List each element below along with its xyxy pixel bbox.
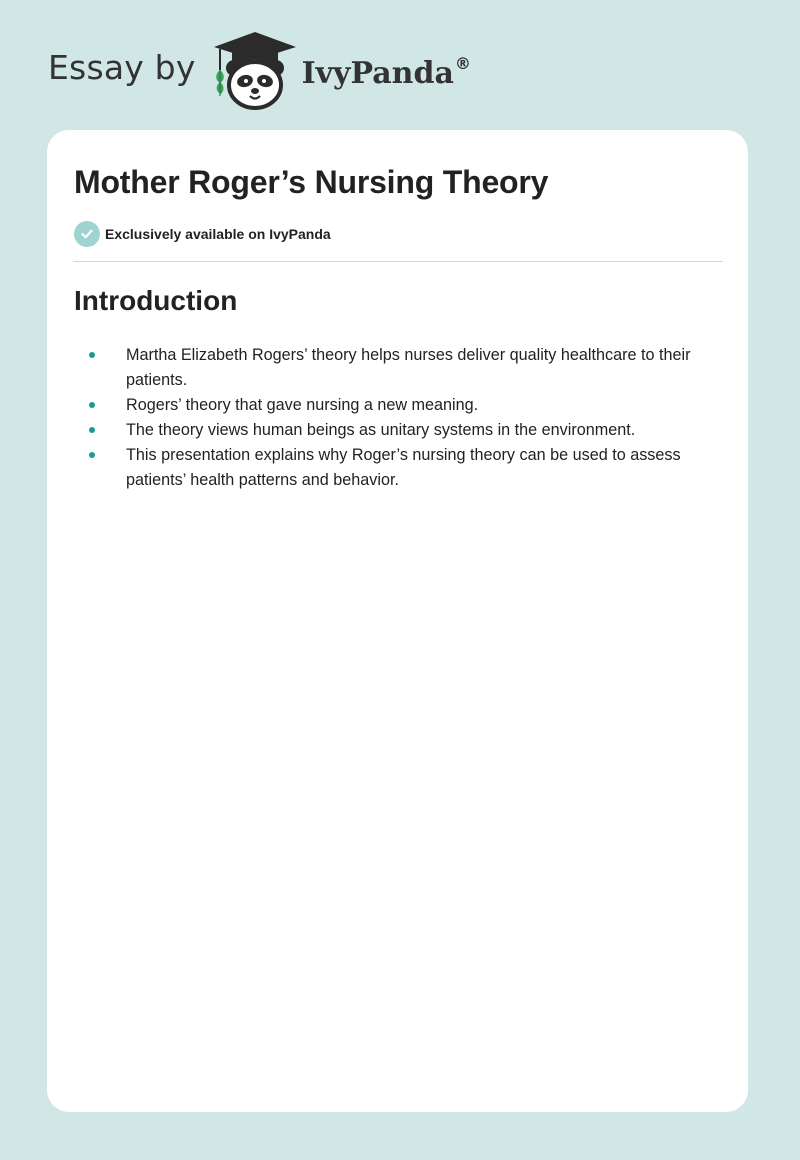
- site-header: [48, 30, 471, 110]
- list-item: Rogers’ theory that gave nursing a new meaning.: [126, 393, 726, 418]
- essay-by-label: Essay by: [48, 47, 196, 87]
- bullet-list: [126, 343, 726, 493]
- check-circle-icon: [74, 221, 100, 247]
- list-item: Martha Elizabeth Rogers’ theory helps nurses deliver quality healthcare to their patients.: [126, 343, 726, 393]
- section-heading-introduction: Introduction: [74, 285, 238, 316]
- registered-mark: ®: [454, 53, 471, 73]
- brand-name: IvyPanda®: [301, 53, 471, 91]
- essay-card: [47, 130, 748, 1112]
- panda-graduate-icon: [210, 30, 300, 110]
- list-item: This presentation explains why Roger’s nursing theory can be used to assess patients’ health patterns and behavior.: [126, 443, 726, 493]
- ivypanda-logo[interactable]: [210, 30, 471, 110]
- exclusive-label: Exclusively available on IvyPanda: [105, 226, 331, 242]
- page-title: Mother Roger’s Nursing Theory: [74, 164, 549, 200]
- list-item: The theory views human beings as unitary systems in the environment.: [126, 418, 726, 443]
- exclusive-badge: [74, 221, 331, 247]
- divider: [73, 261, 723, 262]
